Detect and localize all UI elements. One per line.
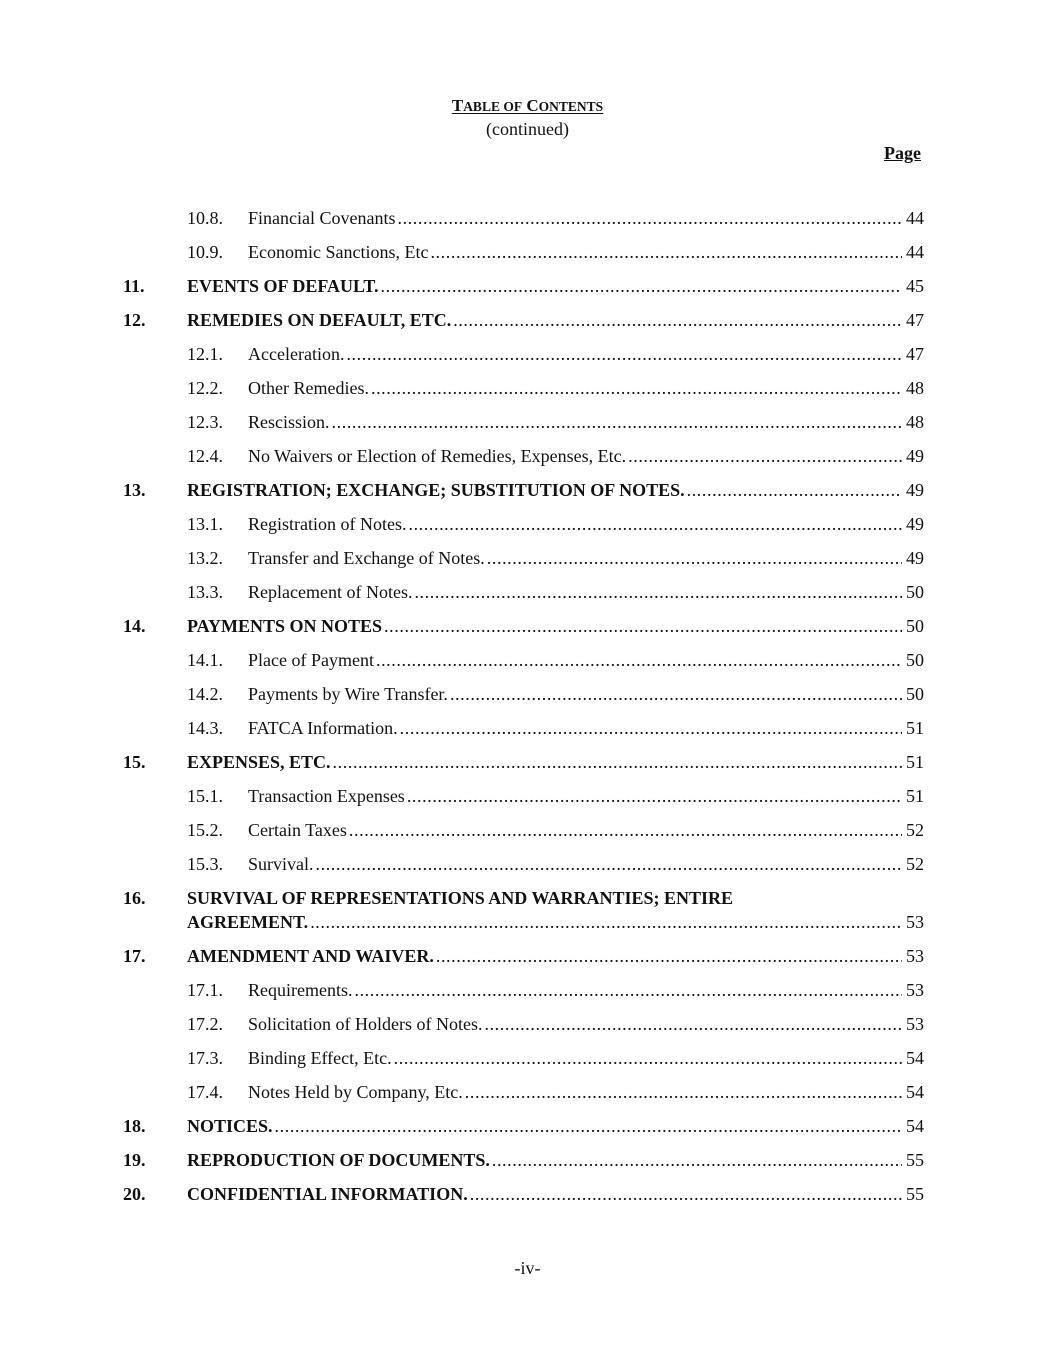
toc-subsection-row [0,783,1055,809]
toc-entry-title: Requirements. [248,980,353,1000]
toc-entry-number: 14.3. [187,718,223,738]
dot-leader [347,817,902,843]
toc-subsection-row [0,817,1055,843]
toc-subsection-row [0,239,1055,265]
toc-entry-title: Acceleration. [248,344,345,364]
toc-entry-page-number: 51 [906,752,924,772]
toc-entry-title: Registration of Notes. [248,514,407,534]
toc-entry-number: 13.2. [187,548,223,568]
dot-leader [405,783,902,809]
toc-entry-number: 19. [123,1150,146,1170]
toc-entry-title: EXPENSES, ETC. [187,752,331,772]
toc-entry-page-number: 44 [906,208,924,228]
toc-entry-title: Place of Payment [248,650,374,670]
toc-entry-page-number: 51 [906,786,924,806]
toc-section-row [0,477,1055,503]
toc-entry-title: AMENDMENT AND WAIVER. [187,946,434,966]
toc-section-row [0,1181,1055,1207]
toc-entry-page-number: 55 [906,1184,924,1204]
toc-entry-page-number: 52 [906,854,924,874]
dot-leader [379,273,902,299]
toc-section-row [0,749,1055,775]
toc-entry-title: Solicitation of Holders of Notes. [248,1014,483,1034]
document-subtitle: (continued) [486,119,569,139]
toc-entry-number: 10.9. [187,242,223,262]
toc-subsection-row [0,205,1055,231]
toc-entry-number: 13.3. [187,582,223,602]
toc-entry-page-number: 45 [906,276,924,296]
dot-leader [463,1079,902,1105]
dot-leader [626,443,902,469]
toc-subsection-row [0,977,1055,1003]
toc-entry-number: 13.1. [187,514,223,534]
toc-entry-page-number: 51 [906,718,924,738]
toc-entry-page-number: 50 [906,616,924,636]
toc-entry-page-number: 47 [906,310,924,330]
toc-entry-title: Transaction Expenses [248,786,405,806]
toc-entry-link[interactable] [248,239,924,265]
toc-entry-link[interactable] [248,1045,924,1071]
toc-subsection-row [0,341,1055,367]
toc-entry-number: 12.1. [187,344,223,364]
toc-entry-link[interactable] [248,977,924,1003]
toc-section-row [0,307,1055,333]
toc-entry-title: Economic Sanctions, Etc [248,242,429,262]
toc-entry-number: 11. [123,276,145,296]
toc-entry-number: 15. [123,752,146,772]
toc-subsection-row [0,1045,1055,1071]
toc-section-row [0,613,1055,639]
toc-entry-title: NOTICES. [187,1116,273,1136]
toc-entry-title: Replacement of Notes. [248,582,413,602]
toc-subsection-row [0,647,1055,673]
toc-entry-page-number: 53 [906,980,924,1000]
dot-leader [468,1181,902,1207]
toc-entry-page-number: 53 [906,946,924,966]
toc-entry-title: REMEDIES ON DEFAULT, ETC. [187,310,452,330]
toc-entry-link[interactable] [248,783,924,809]
document-title [0,95,1055,118]
dot-leader [392,1045,902,1071]
toc-entry-number: 12.2. [187,378,223,398]
toc-entry-link[interactable] [248,409,924,435]
toc-entry-link[interactable] [248,1011,924,1037]
dot-leader [395,205,902,231]
toc-entry-title: Binding Effect, Etc. [248,1048,392,1068]
toc-entry-link[interactable] [187,613,924,639]
toc-entry-link[interactable] [248,681,924,707]
dot-leader [273,1113,902,1139]
toc-entry-title: PAYMENTS ON NOTES [187,616,383,636]
dot-leader [352,977,902,1003]
toc-entry-number: 17.2. [187,1014,223,1034]
toc-subsection-row [0,409,1055,435]
toc-entry-number: 13. [123,480,146,500]
toc-entry-title-line1: SURVIVAL OF REPRESENTATIONS AND WARRANTIES; ENTIRE [187,888,733,908]
toc-entry-page-number: 55 [906,1150,924,1170]
toc-entry-link[interactable] [187,477,924,503]
toc-entry-link[interactable] [187,307,924,333]
toc-entry-page-number: 54 [906,1048,924,1068]
toc-entry-link[interactable] [248,579,924,605]
toc-entry-number: 16. [123,888,146,908]
toc-entry-link[interactable] [248,545,924,571]
dot-leader [434,943,902,969]
dot-leader [490,1147,902,1173]
toc-entry-title: Financial Covenants [248,208,396,228]
toc-subsection-row [0,1011,1055,1037]
dot-leader [374,647,902,673]
toc-entry-link[interactable] [248,375,924,401]
toc-entry-number: 14. [123,616,146,636]
toc-entry-number: 12.3. [187,412,223,432]
dot-leader [485,545,902,571]
toc-entry-title: CONFIDENTIAL INFORMATION. [187,1184,468,1204]
title-initial-t: T [451,96,464,115]
toc-entry-number: 12.4. [187,446,223,466]
toc-entry-number: 12. [123,310,146,330]
toc-entry-title: REPRODUCTION OF DOCUMENTS. [187,1150,490,1170]
toc-entry-number: 17.1. [187,980,223,1000]
toc-subsection-row [0,715,1055,741]
page-number-footer: -iv- [514,1258,541,1278]
dot-leader [330,409,902,435]
toc-entry-page-number: 50 [906,582,924,602]
toc-section-row [0,273,1055,299]
toc-entry-link[interactable] [248,817,924,843]
toc-entry-number: 17.3. [187,1048,223,1068]
toc-entry-page-number: 54 [906,1082,924,1102]
toc-entry-link[interactable] [187,1147,924,1173]
toc-entry-title: No Waivers or Election of Remedies, Expenses, Etc. [248,446,627,466]
dot-leader [314,851,903,877]
toc-entry-link[interactable] [187,1181,924,1207]
toc-section-row [0,943,1055,969]
dot-leader [482,1011,902,1037]
toc-entry-link[interactable] [248,851,924,877]
toc-entry-link[interactable] [187,1113,924,1139]
toc-entry-link[interactable] [248,205,924,231]
dot-leader [331,749,902,775]
toc-entry-link[interactable] [248,443,924,469]
toc-entry-number: 17.4. [187,1082,223,1102]
toc-entry-title: Survival. [248,854,314,874]
toc-entry-link[interactable] [248,511,924,537]
toc-entry-number: 18. [123,1116,146,1136]
toc-entry-page-number: 50 [906,650,924,670]
toc-entry-number: 17. [123,946,146,966]
toc-subsection-row [0,545,1055,571]
toc-subsection-row [0,681,1055,707]
dot-leader [398,715,902,741]
title-small-caps-1: ABLE OF [463,99,523,114]
toc-entry-title: Other Remedies. [248,378,369,398]
dot-leader [406,511,902,537]
toc-entry-title: Transfer and Exchange of Notes. [248,548,485,568]
toc-entry-number: 10.8. [187,208,223,228]
toc-entry-title: Certain Taxes [248,820,347,840]
toc-subsection-row [0,511,1055,537]
dot-leader [369,375,902,401]
toc-entry-page-number: 52 [906,820,924,840]
toc-entry-number: 15.2. [187,820,223,840]
toc-entry-link[interactable] [248,647,924,673]
toc-entry-title: REGISTRATION; EXCHANGE; SUBSTITUTION OF NOTES. [187,480,685,500]
dot-leader [448,681,902,707]
toc-entry-page-number: 49 [906,514,924,534]
dot-leader [344,341,902,367]
title-small-caps-2: ONTENTS [538,99,604,114]
dot-leader [308,909,902,935]
toc-entry-link[interactable] [248,341,924,367]
dot-leader [451,307,902,333]
toc-entry-title: EVENTS OF DEFAULT. [187,276,379,296]
toc-section-row [0,885,1055,935]
toc-subsection-row [0,851,1055,877]
toc-entry-title: AGREEMENT. [187,912,309,932]
dot-leader [428,239,902,265]
toc-entry-title: Payments by Wire Transfer. [248,684,448,704]
toc-subsection-row [0,375,1055,401]
toc-entry-title: FATCA Information. [248,718,398,738]
toc-entry-page-number: 53 [906,1014,924,1034]
toc-entry-number: 14.2. [187,684,223,704]
dot-leader [685,477,902,503]
toc-subsection-row [0,579,1055,605]
toc-entry-link[interactable] [248,715,924,741]
toc-section-row [0,1113,1055,1139]
toc-entry-link[interactable] [187,943,924,969]
toc-entry-page-number: 48 [906,378,924,398]
toc-subsection-row [0,443,1055,469]
toc-entry-page-number: 54 [906,1116,924,1136]
toc-subsection-row [0,1079,1055,1105]
toc-entry-page-number: 49 [906,548,924,568]
toc-entry-page-number: 49 [906,480,924,500]
toc-entry-number: 14.1. [187,650,223,670]
toc-section-row [0,1147,1055,1173]
toc-entry-number: 15.3. [187,854,223,874]
toc-entry-link[interactable] [187,909,924,935]
toc-entry-number: 20. [123,1184,146,1204]
toc-entry-link[interactable] [187,273,924,299]
toc-entry-page-number: 47 [906,344,924,364]
toc-entry-link[interactable] [248,1079,924,1105]
title-initial-c: C [526,96,539,115]
toc-entry-page-number: 48 [906,412,924,432]
toc-entry-link[interactable] [187,749,924,775]
dot-leader [412,579,902,605]
toc-entry-page-number: 49 [906,446,924,466]
toc-entry-number: 15.1. [187,786,223,806]
dot-leader [382,613,902,639]
page-column-label: Page [884,143,921,163]
toc-entry-title: Notes Held by Company, Etc. [248,1082,463,1102]
toc-entry-page-number: 50 [906,684,924,704]
toc-entry-title: Rescission. [248,412,330,432]
toc-entry-page-number: 53 [906,912,924,932]
toc-entry-page-number: 44 [906,242,924,262]
